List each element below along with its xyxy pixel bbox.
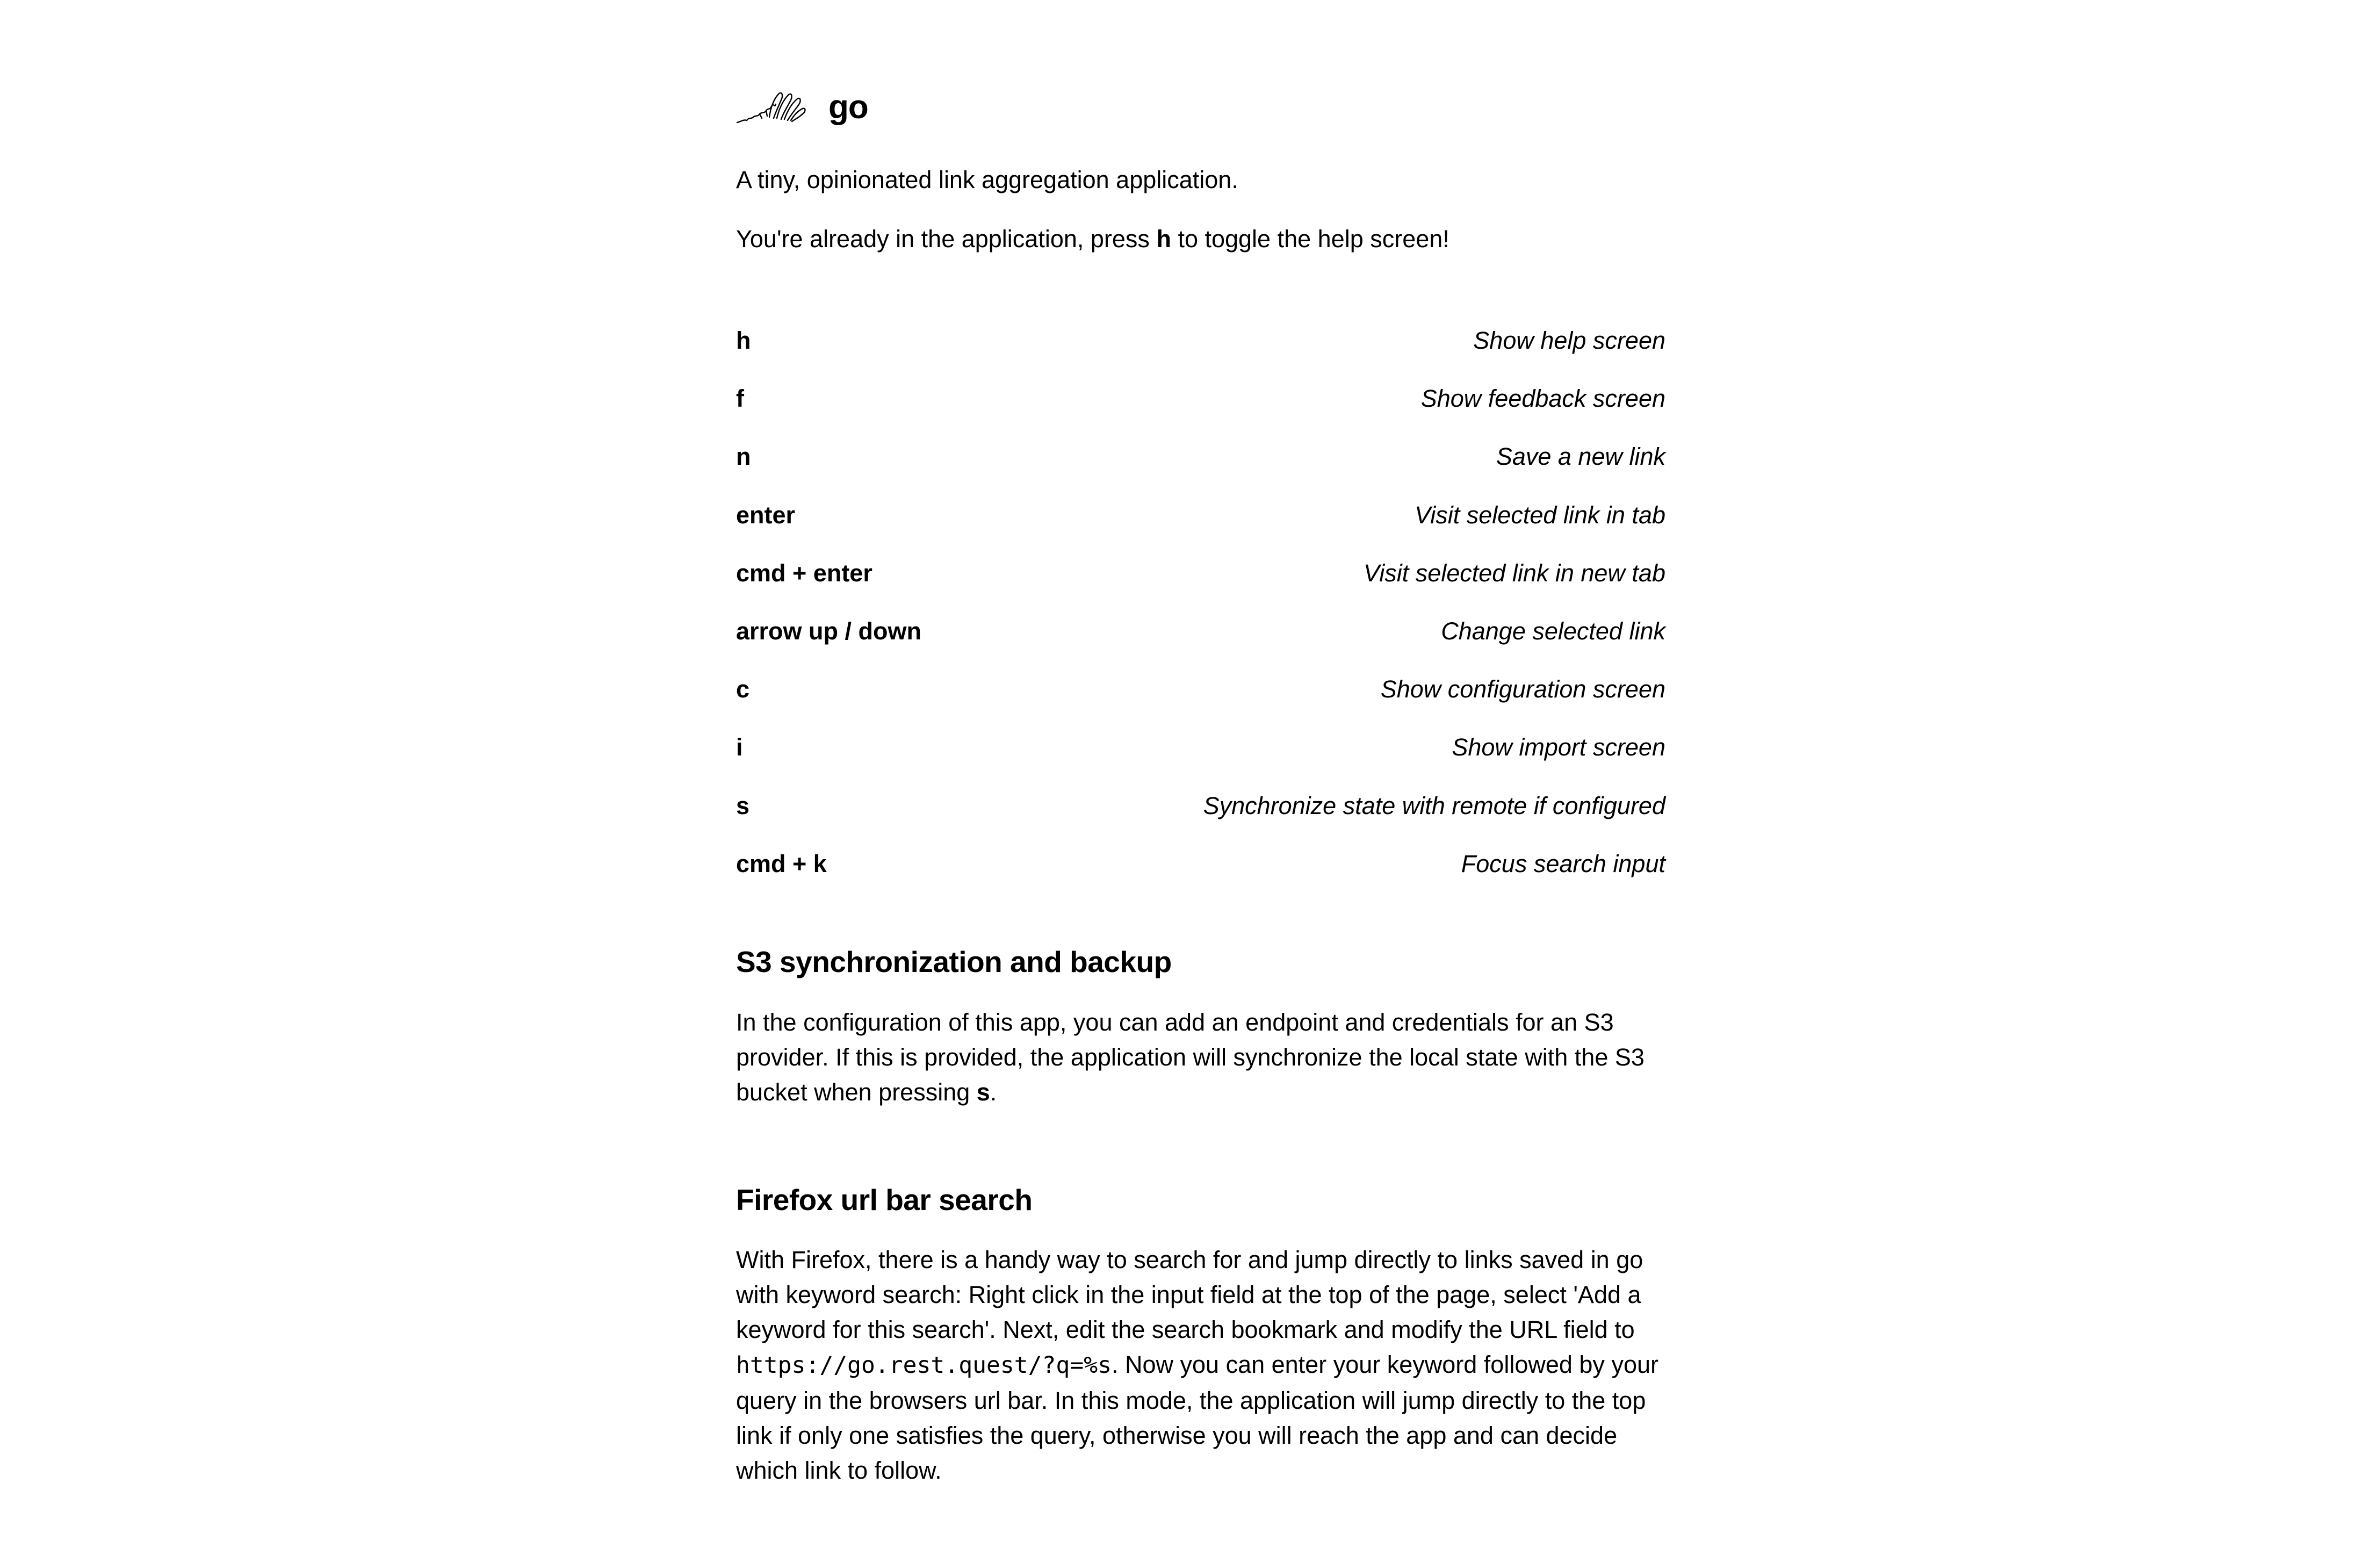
shortcut-description: Change selected link bbox=[1441, 617, 1665, 645]
help-hint-key: h bbox=[1156, 225, 1171, 253]
shortcut-row bbox=[736, 486, 1665, 544]
shortcut-description: Show configuration screen bbox=[1380, 675, 1665, 703]
shortcut-key: f bbox=[736, 385, 744, 413]
shortcut-description: Synchronize state with remote if configured bbox=[1203, 791, 1665, 819]
firefox-section-body bbox=[736, 1242, 1665, 1488]
header bbox=[736, 81, 868, 134]
shortcut-description: Visit selected link in tab bbox=[1415, 501, 1665, 529]
s3-body-text: In the configuration of this app, you can add an endpoint and credentials for an S3 provider. If this is provided, the application will synchronize the local state with the S3 bucket when pressing bbox=[736, 1009, 1645, 1106]
s3-body-key: s bbox=[976, 1078, 990, 1106]
firefox-body-text: With Firefox, there is a handy way to search for and jump directly to links saved in go with keyword search: Right click in the input field at the top of the page, select 'Add a keyword for this search'. Next, edit the search bookmark and modify the URL field to bbox=[736, 1246, 1643, 1343]
s3-body-text-end: . bbox=[990, 1078, 997, 1106]
help-hint-text: You're already in the application, press bbox=[736, 225, 1157, 253]
logo-icon bbox=[736, 87, 807, 128]
shortcut-row bbox=[736, 370, 1665, 428]
shortcut-row bbox=[736, 312, 1665, 370]
shortcut-description: Show import screen bbox=[1452, 733, 1665, 761]
shortcut-key: n bbox=[736, 443, 751, 471]
shortcut-description: Show feedback screen bbox=[1420, 385, 1665, 413]
app-title: go bbox=[828, 89, 868, 126]
shortcut-row bbox=[736, 660, 1665, 718]
shortcut-row bbox=[736, 544, 1665, 602]
shortcut-key: arrow up / down bbox=[736, 617, 921, 645]
shortcut-row bbox=[736, 835, 1665, 893]
shortcut-key: i bbox=[736, 733, 743, 761]
shortcut-description: Focus search input bbox=[1461, 849, 1665, 877]
shortcut-description: Show help screen bbox=[1473, 327, 1665, 355]
shortcut-key: s bbox=[736, 791, 750, 819]
shortcut-key: cmd + enter bbox=[736, 559, 872, 587]
shortcut-description: Visit selected link in new tab bbox=[1364, 559, 1665, 587]
help-hint-text-end: to toggle the help screen! bbox=[1171, 225, 1449, 253]
help-hint bbox=[736, 223, 1449, 255]
shortcut-key: c bbox=[736, 675, 750, 703]
s3-section-body bbox=[736, 1005, 1665, 1110]
shortcut-list bbox=[736, 312, 1665, 893]
shortcut-row bbox=[736, 428, 1665, 486]
shortcut-description: Save a new link bbox=[1496, 443, 1665, 471]
firefox-section-heading: Firefox url bar search bbox=[736, 1183, 1033, 1216]
firefox-url-code: https://go.rest.quest/?q=%s bbox=[736, 1352, 1112, 1379]
tagline: A tiny, opinionated link aggregation application. bbox=[736, 166, 1238, 193]
shortcut-row bbox=[736, 718, 1665, 776]
s3-section-heading: S3 synchronization and backup bbox=[736, 945, 1172, 978]
shortcut-key: h bbox=[736, 327, 751, 355]
shortcut-row bbox=[736, 777, 1665, 835]
shortcut-key: cmd + k bbox=[736, 849, 827, 877]
firefox-body-text-end: . Now you can enter your keyword followed by your query in the browsers url bar. In this mode, the application will jump directly to the top link if only one satisfies the query, otherwise you will reach the app and can decide which link to follow. bbox=[736, 1351, 1658, 1484]
shortcut-row bbox=[736, 602, 1665, 660]
shortcut-key: enter bbox=[736, 501, 796, 529]
